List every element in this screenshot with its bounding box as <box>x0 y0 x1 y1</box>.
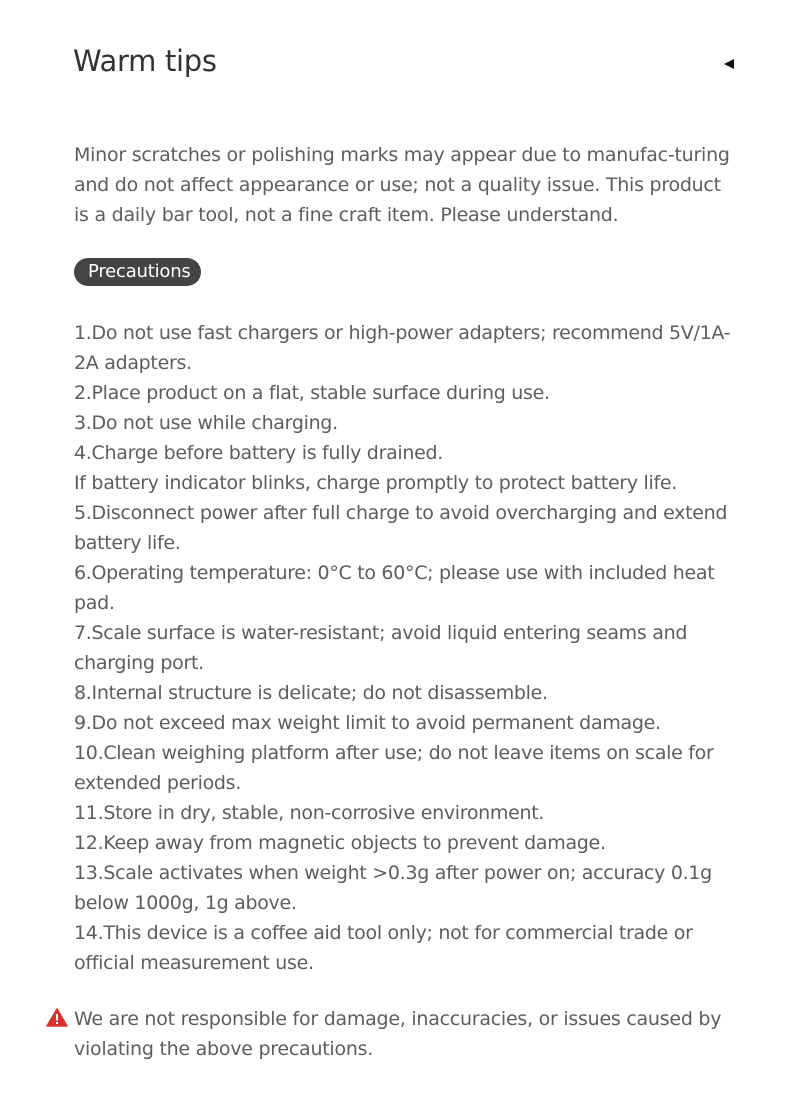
list-item: 1.Do not use fast chargers or high-power adapters; recommend 5V/1A-2A adapters. <box>74 322 731 374</box>
list-item: 3.Do not use while charging. <box>74 412 338 434</box>
list-item: 2.Place product on a flat, stable surface during use. <box>74 382 550 404</box>
precautions-badge: Precautions <box>74 258 201 286</box>
list-item: 5.Disconnect power after full charge to avoid overcharging and extend battery life. <box>74 502 728 554</box>
list-item: 6.Operating temperature: 0°C to 60°C; please use with included heat pad. <box>74 562 715 614</box>
warning-triangle-icon <box>46 1008 68 1027</box>
list-item: 12.Keep away from magnetic objects to prevent damage. <box>74 832 606 854</box>
list-item: 11.Store in dry, stable, non-corrosive environment. <box>74 802 545 824</box>
warning-text: We are not responsible for damage, inaccuracies, or issues caused by violating the above precautions. <box>74 1008 722 1060</box>
list-item: 14.This device is a coffee aid tool only; not for commercial trade or official measurement use. <box>74 922 693 974</box>
list-item: 9.Do not exceed max weight limit to avoid permanent damage. <box>74 712 661 734</box>
caret-left-icon[interactable] <box>724 59 734 69</box>
list-item: 13.Scale activates when weight >0.3g after power on; accuracy 0.1g below 1000g, 1g above. <box>74 862 712 914</box>
list-item: 10.Clean weighing platform after use; do not leave items on scale for extended periods. <box>74 742 714 794</box>
list-item: 8.Internal structure is delicate; do not disassemble. <box>74 682 548 704</box>
list-item: 7.Scale surface is water-resistant; avoid liquid entering seams and charging port. <box>74 622 688 674</box>
list-item: 4.Charge before battery is fully drained. <box>74 442 444 464</box>
list-item: If battery indicator blinks, charge promptly to protect battery life. <box>74 472 678 494</box>
precautions-list <box>74 318 754 978</box>
intro-paragraph: Minor scratches or polishing marks may appear due to manufac-turing and do not affect appearance or use; not a quality issue. This product is a daily bar tool, not a fine craft item. Please understand. <box>74 144 730 226</box>
page-title: Warm tips <box>73 44 217 78</box>
